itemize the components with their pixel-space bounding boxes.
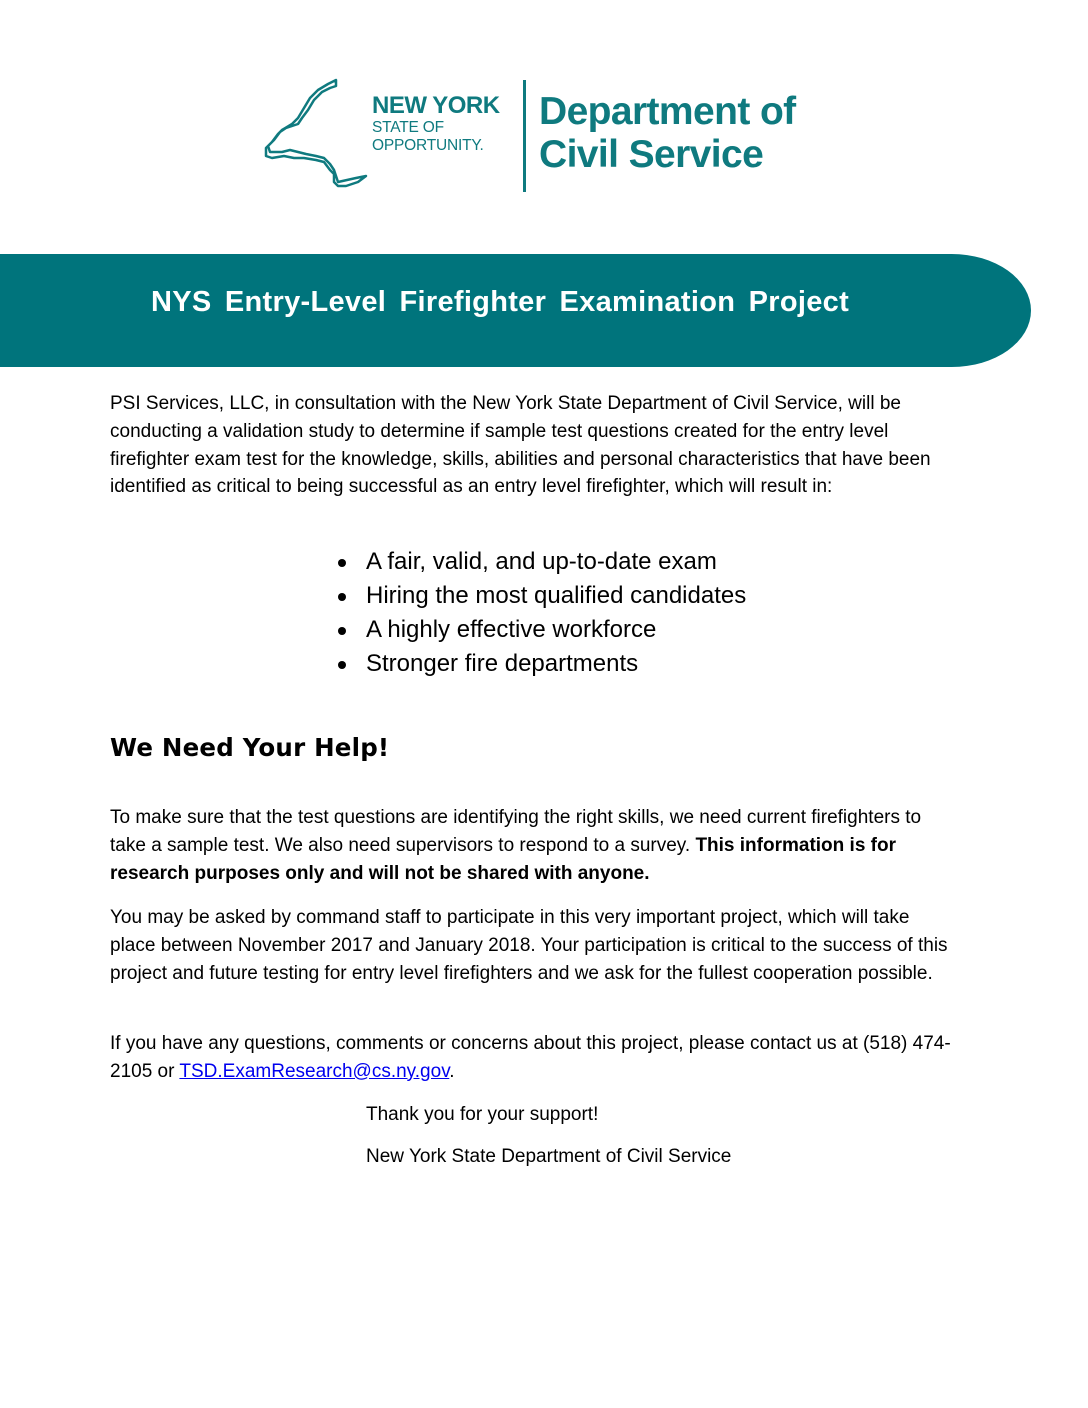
participation-paragraph: You may be asked by command staff to participate in this very important project, which will take place between November 2017 and January 2018. Your participation is critical to the success of this project and future testing for entry level firefighters and we ask for the fullest cooperation possible. xyxy=(110,907,948,984)
list-item: Stronger fire departments xyxy=(330,647,746,681)
department-wordmark xyxy=(539,90,796,176)
logo-state-of: STATE OF xyxy=(372,119,444,136)
help-heading: We Need Your Help! xyxy=(110,733,390,762)
logo-new-york: NEW YORK xyxy=(372,92,500,119)
contact-period: . xyxy=(449,1060,455,1082)
intro-paragraph: PSI Services, LLC, in consultation with the New York State Department of Civil Service, will be conducting a validation study to determine if sample test questions created for the entry level firefighter exam test for the knowledge, skills, abilities and personal characteristics that have been identified as critical to being successful as an entry level firefighter, which will result in: xyxy=(110,393,931,498)
new-york-state-map-icon xyxy=(262,78,372,194)
logo-department-of: Department of xyxy=(539,90,796,133)
thank-you-line: Thank you for your support! xyxy=(366,1104,599,1125)
new-york-wordmark xyxy=(372,94,500,153)
list-item: A highly effective workforce xyxy=(330,613,746,647)
help-paragraph-text: To make sure that the test questions are identifying the right skills, we need current firefighters to take a sample test. We also need supervisors to respond to a survey. xyxy=(110,807,922,856)
contact-text: If you have any questions, comments or concerns about this project, please contact us at (518) 474-2105 or xyxy=(110,1033,951,1082)
nys-civil-service-logo xyxy=(262,78,832,194)
logo-opportunity: OPPORTUNITY. xyxy=(372,136,484,154)
help-paragraph xyxy=(110,804,960,887)
contact-paragraph xyxy=(110,1030,960,1086)
signature-line: New York State Department of Civil Service xyxy=(366,1146,732,1167)
list-item: A fair, valid, and up-to-date exam xyxy=(330,545,746,579)
list-item: Hiring the most qualified candidates xyxy=(330,579,746,613)
benefits-list xyxy=(330,545,746,681)
logo-civil-service: Civil Service xyxy=(539,133,764,176)
privacy-statement: This information is for research purposes only and will not be shared with anyone. xyxy=(110,834,896,884)
email-link[interactable]: TSD.ExamResearch@cs.ny.gov xyxy=(179,1060,450,1082)
logo-divider xyxy=(523,80,526,192)
page-title: NYS Entry-Level Firefighter Examination Project xyxy=(151,286,850,318)
